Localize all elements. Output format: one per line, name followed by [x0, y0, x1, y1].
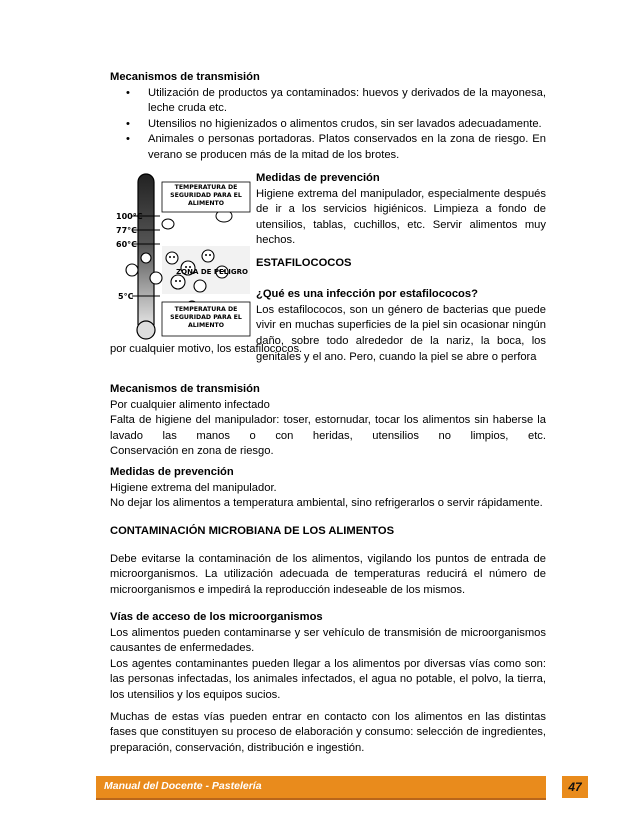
- temp-label-77: 77°C: [116, 226, 138, 235]
- staph-question: ¿Qué es una infección por estafilococos?: [256, 288, 478, 301]
- section-heading: Medidas de prevención: [110, 466, 234, 478]
- temp-label-5: 5°C: [118, 292, 134, 301]
- section-heading: Vías de acceso de los microorganismos: [110, 611, 323, 623]
- section-title: CONTAMINACIÓN MICROBIANA DE LOS ALIMENTOS: [110, 525, 395, 537]
- prevention-line: No dejar los alimentos a temperatura ambiental, sino refrigerarlos o servir rápidamente.: [110, 497, 543, 510]
- staph-continuation: [110, 342, 546, 358]
- temp-label-60: 60°C: [116, 240, 138, 249]
- prevention-section-1: [256, 171, 546, 249]
- bullet-item: • Utensilios no higienizados o alimentos crudos, sin ser lavados adecuadamente.: [110, 117, 546, 133]
- contamination-section: [110, 524, 546, 598]
- bullet-list: [110, 86, 546, 164]
- temp-label-100: 100°C: [116, 212, 143, 221]
- safe-temp-bottom-label: TEMPERATURA DE SEGURIDAD PARA EL ALIMENTO: [170, 306, 242, 329]
- section-heading: Mecanismos de transmisión: [110, 71, 260, 83]
- access-routes-section: [110, 610, 546, 756]
- section-heading: Mecanismos de transmisión: [110, 383, 260, 395]
- transmission-line: Conservación en zona de riesgo.: [110, 445, 274, 458]
- section-heading: Medidas de prevención: [256, 172, 380, 184]
- access-text-3: Muchas de estas vías pueden entrar en contacto con los alimentos en las distintas fases que constituyen su proceso de elaboración y consumo: selección de ingredientes, preparación, conservación, distribución e ingestión.: [110, 710, 546, 754]
- prevention-line: Higiene extrema del manipulador.: [110, 481, 277, 494]
- transmission-section-2: [110, 382, 546, 460]
- access-text-2: Los agentes contaminantes pueden llegar a los alimentos por diversas vías como son: las personas infectadas, los animales infectados, el agua no potable, el polvo, la tierra, los utensilios y los equipos sucios.: [110, 657, 546, 701]
- prevention-section-2: [110, 465, 546, 512]
- section-title: ESTAFILOCOCOS: [256, 257, 352, 269]
- transmission-section-1: [110, 70, 546, 164]
- safe-temp-top-label: TEMPERATURA DE SEGURIDAD PARA EL ALIMENTO: [170, 184, 242, 207]
- staph-definition-end: por cualquier motivo, los estafilococos.: [110, 343, 303, 355]
- prevention-text: Higiene extrema del manipulador, especialmente después de ir a los servicios higiénicos. Limpieza a fondo de utensilios, tablas, cuchillos, etc. Servir alimentos muy hechos.: [256, 187, 546, 247]
- temperature-thermometer-figure: [116, 172, 252, 340]
- transmission-text: Falta de higiene del manipulador: toser, estornudar, tocar los alimentos sin haberse la lavado las manos o con heridas, utensilios no limpios, etc.: [110, 414, 546, 442]
- footer-title: Manual del Docente - Pastelería: [104, 780, 262, 792]
- staph-definition: Los estafilococos, son un género de bacterias que puede vivir en muchas superficies de la piel sin ocasionar ningún daño, sobre todo alrededor de la nariz, la boca, los genitales y el ano. Pero, cuando la piel se abre o perfora: [256, 303, 546, 363]
- danger-zone-label: ZONA DE PELIGRO: [176, 268, 248, 276]
- contamination-text: Debe evitarse la contaminación de los alimentos, vigilando los puntos de entrada de microorganismos. La utilización adecuada de temperaturas reducirá el número de microorganismos e impedirá la reproducción indeseable de los mismos.: [110, 552, 546, 596]
- bullet-item: • Utilización de productos ya contaminados: huevos y derivados de la mayonesa, leche cruda etc.: [110, 86, 546, 117]
- transmission-line: Por cualquier alimento infectado: [110, 398, 270, 411]
- bullet-item: • Animales o personas portadoras. Platos conservados en la zona de riesgo. En verano se producen más de la mitad de los brotes.: [110, 132, 546, 163]
- footer-bar: [96, 776, 546, 800]
- access-text-1: Los alimentos pueden contaminarse y ser vehículo de transmisión de microorganismos causantes de enfermedades.: [110, 626, 546, 655]
- page-number: 47: [562, 776, 588, 798]
